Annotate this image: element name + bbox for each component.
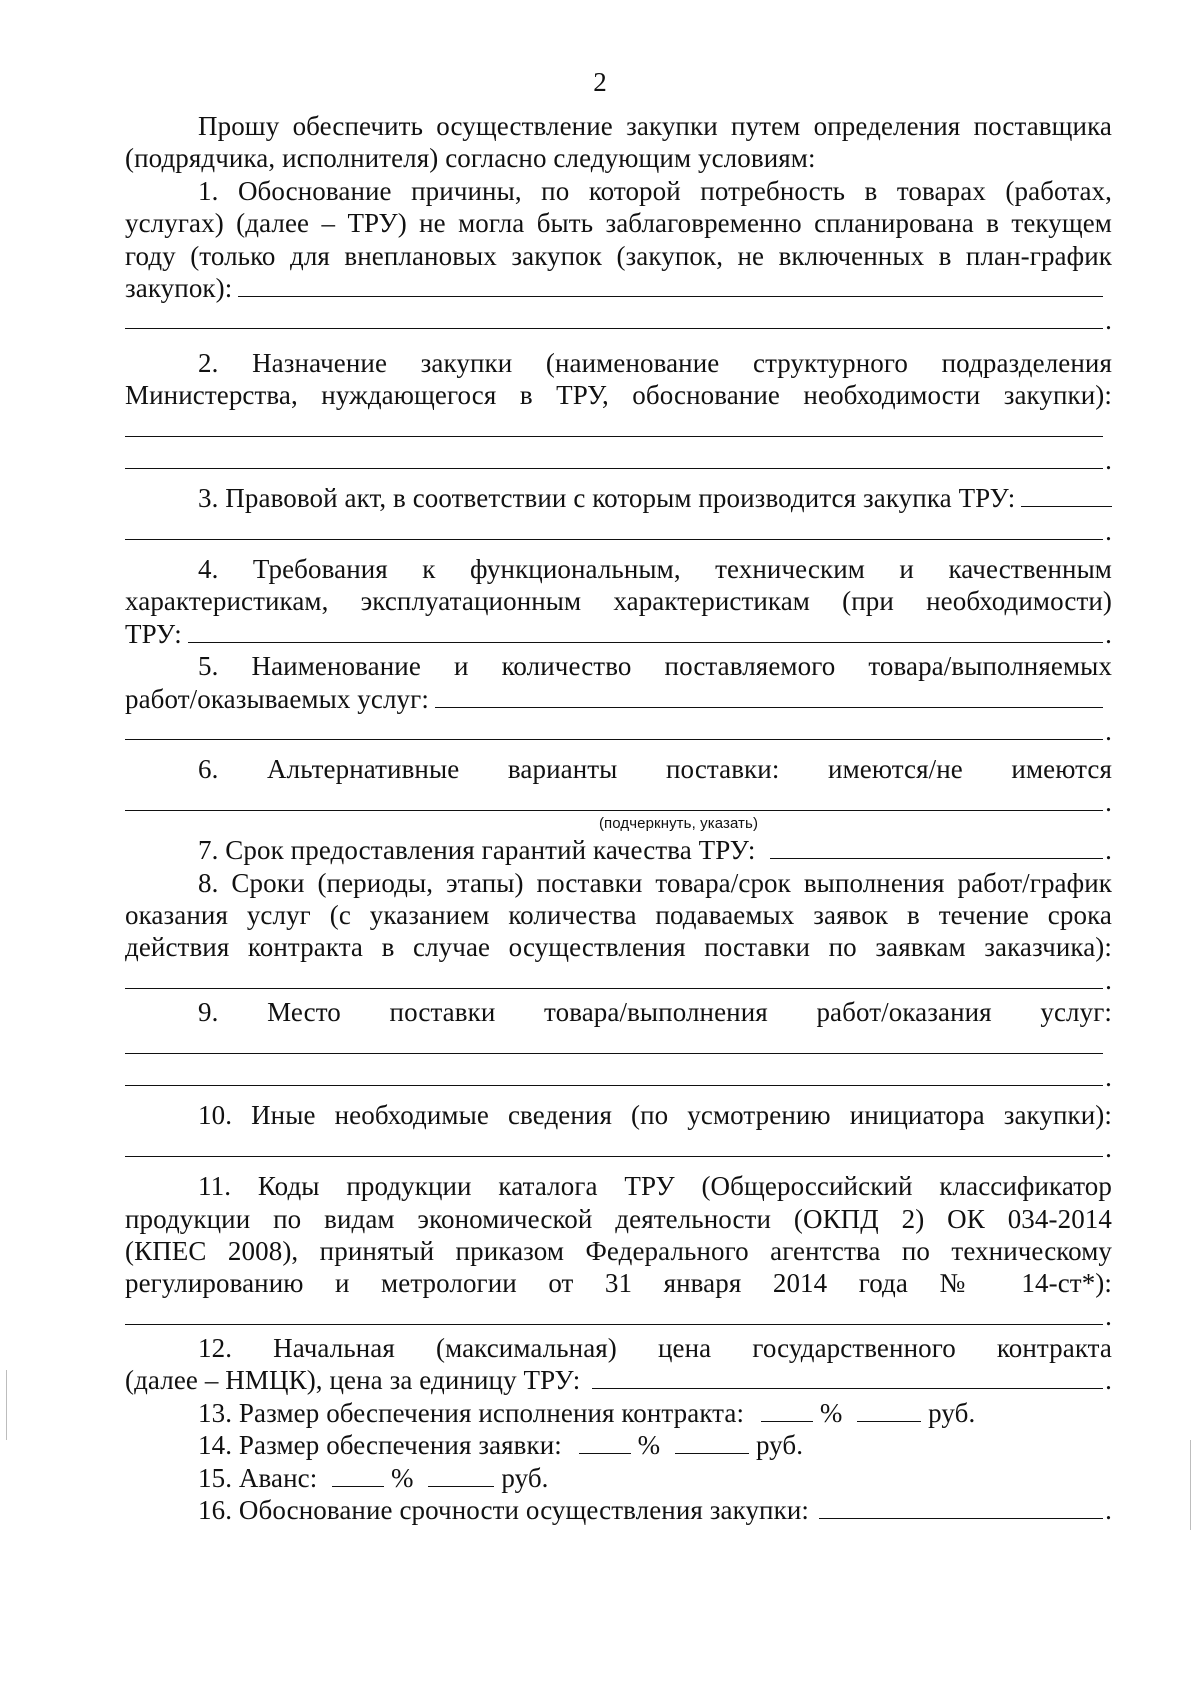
item-8-field-row	[125, 964, 1112, 996]
item-8-line-1: 8. Сроки (периоды, этапы) поставки товара/срок выполнения работ/график	[198, 867, 1112, 898]
item-1-field-a[interactable]	[238, 272, 1103, 297]
item-3-period: .	[1105, 515, 1112, 546]
item-7-period: .	[1105, 835, 1112, 866]
item-2-field-row-b	[125, 444, 1112, 476]
item-7-label: 7. Срок предоставления гарантий качества ТРУ:	[198, 835, 756, 866]
item-14-row	[125, 1429, 1112, 1461]
item-3-field-b[interactable]	[125, 515, 1103, 540]
item-13-percent-field[interactable]	[761, 1397, 813, 1422]
form-body	[125, 110, 1112, 1526]
item-8-line-3: действия контракта в случае осуществления поставки по заявкам заказчика):	[125, 932, 1112, 963]
item-5-label-row	[125, 683, 1112, 715]
item-1-field-b[interactable]	[125, 304, 1103, 329]
item-14-label: 14. Размер обеспечения заявки:	[198, 1430, 562, 1461]
item-5-field-a[interactable]	[435, 683, 1103, 708]
item-2-field-row-a	[125, 412, 1112, 444]
item-8-period: .	[1105, 964, 1112, 995]
item-9-field-row-b	[125, 1061, 1112, 1093]
item-11-line-1: 11. Коды продукции каталога ТРУ (Общероссийский классификатор	[198, 1171, 1112, 1202]
item-13-label: 13. Размер обеспечения исполнения контракта:	[198, 1397, 745, 1428]
item-11-line-4: регулированию и метрологии от 31 января 2014 года № 14-ст*):	[125, 1268, 1112, 1299]
item-9-period: .	[1105, 1061, 1112, 1092]
item-10-field-row	[125, 1132, 1112, 1164]
item-11-line-2: продукции по видам экономической деятельности (ОКПД 2) ОК 034-2014	[125, 1203, 1112, 1234]
item-15-percent-field[interactable]	[332, 1462, 384, 1487]
item-13-rub-field[interactable]	[857, 1397, 921, 1422]
item-8-line-2: оказания услуг (с указанием количества подаваемых заявок в течение срока	[125, 899, 1112, 930]
item-9-field-a[interactable]	[125, 1029, 1103, 1054]
item-14-percent-field[interactable]	[579, 1429, 631, 1454]
item-5-field-row	[125, 715, 1112, 747]
item-10-line-1: 10. Иные необходимые сведения (по усмотрению инициатора закупки):	[198, 1100, 1112, 1131]
item-12-line-1: 12. Начальная (максимальная) цена государственного контракта	[198, 1333, 1112, 1364]
item-3-label-row	[125, 482, 1112, 514]
item-12-field[interactable]	[592, 1364, 1103, 1389]
item-11-period: .	[1105, 1300, 1112, 1331]
item-1-label: закупок):	[125, 272, 233, 303]
item-13-rub-label: руб.	[928, 1397, 976, 1428]
item-4-field[interactable]	[188, 618, 1103, 643]
item-11-field[interactable]	[125, 1300, 1103, 1325]
item-1-line-1: 1. Обоснование причины, по которой потребность в товарах (работах,	[198, 175, 1112, 206]
item-14-rub-field[interactable]	[675, 1429, 749, 1454]
item-2-field-a[interactable]	[125, 412, 1103, 437]
item-9-line-1: 9. Место поставки товара/выполнения работ/оказания услуг:	[198, 997, 1112, 1028]
item-7-label-row	[125, 834, 1112, 866]
item-10-field[interactable]	[125, 1132, 1103, 1157]
item-1-period: .	[1105, 305, 1112, 336]
item-13-row	[125, 1397, 1112, 1429]
item-12-period: .	[1105, 1365, 1112, 1396]
item-1-label-row	[125, 272, 1112, 304]
item-5-field-b[interactable]	[125, 715, 1103, 740]
item-16-row	[125, 1494, 1112, 1526]
item-1-field-row	[125, 304, 1112, 336]
item-16-period: .	[1105, 1495, 1112, 1526]
page-number: 2	[593, 67, 607, 97]
item-2-period: .	[1105, 444, 1112, 475]
item-15-rub-label: руб.	[501, 1462, 549, 1493]
item-15-percent-sign: %	[391, 1462, 414, 1493]
scan-edge-mark-right	[1190, 1440, 1191, 1530]
item-16-field[interactable]	[819, 1494, 1103, 1519]
intro-line-1: Прошу обеспечить осуществление закупки путем определения поставщика	[198, 111, 1112, 141]
item-10-period: .	[1105, 1132, 1112, 1163]
item-5-line-1: 5. Наименование и количество поставляемого товара/выполняемых	[198, 651, 1112, 682]
item-9-field-row-a	[125, 1029, 1112, 1061]
item-5-label: работ/оказываемых услуг:	[125, 683, 429, 714]
item-2-line-1: 2. Назначение закупки (наименование структурного подразделения	[198, 347, 1112, 378]
item-6-line-1: 6. Альтернативные варианты поставки: имеются/не имеются	[198, 754, 1112, 785]
item-6-period: .	[1105, 786, 1112, 817]
item-2-field-b[interactable]	[125, 444, 1103, 469]
item-15-rub-field[interactable]	[428, 1462, 494, 1487]
item-12-label: (далее – НМЦК), цена за единицу ТРУ:	[125, 1365, 581, 1396]
item-5-period: .	[1105, 716, 1112, 747]
scan-edge-mark-left	[6, 1370, 7, 1440]
item-3-label: 3. Правовой акт, в соответствии с которым производится закупка ТРУ:	[198, 483, 1016, 514]
item-6-field[interactable]	[125, 786, 1103, 811]
item-14-rub-label: руб.	[755, 1430, 804, 1461]
item-15-row	[125, 1462, 1112, 1494]
item-13-percent-sign: %	[819, 1397, 843, 1428]
item-2-line-2: Министерства, нуждающегося в ТРУ, обоснование необходимости закупки):	[125, 380, 1112, 411]
item-3-field-row	[125, 515, 1112, 547]
item-3-field-a[interactable]	[1021, 482, 1112, 507]
item-4-label: ТРУ:	[125, 618, 182, 649]
item-4-line-2: характеристикам, эксплуатационным характеристикам (при необходимости)	[125, 586, 1112, 617]
item-1-line-3: году (только для внеплановых закупок (закупок, не включенных в план-график	[125, 240, 1112, 271]
item-4-line-1: 4. Требования к функциональным, техническим и качественным	[198, 554, 1112, 585]
item-14-percent-sign: %	[637, 1430, 661, 1461]
item-12-label-row	[125, 1364, 1112, 1396]
item-8-field[interactable]	[125, 964, 1103, 989]
item-6-caption: (подчеркнуть, указать)	[598, 815, 759, 833]
item-4-label-row	[125, 618, 1112, 650]
item-7-field[interactable]	[770, 834, 1104, 859]
item-11-field-row	[125, 1300, 1112, 1332]
item-11-line-3: (КПЕС 2008), принятый приказом Федерального агентства по техническому	[125, 1235, 1112, 1266]
item-9-field-b[interactable]	[125, 1061, 1103, 1086]
intro-line-2: (подрядчика, исполнителя) согласно следующим условиям:	[125, 143, 816, 174]
item-15-label: 15. Аванс:	[198, 1462, 318, 1493]
item-1-line-2: услугах) (далее – ТРУ) не могла быть заблаговременно спланирована в текущем	[125, 208, 1112, 239]
item-16-label: 16. Обоснование срочности осуществления закупки:	[198, 1495, 809, 1526]
item-4-period: .	[1105, 618, 1112, 649]
